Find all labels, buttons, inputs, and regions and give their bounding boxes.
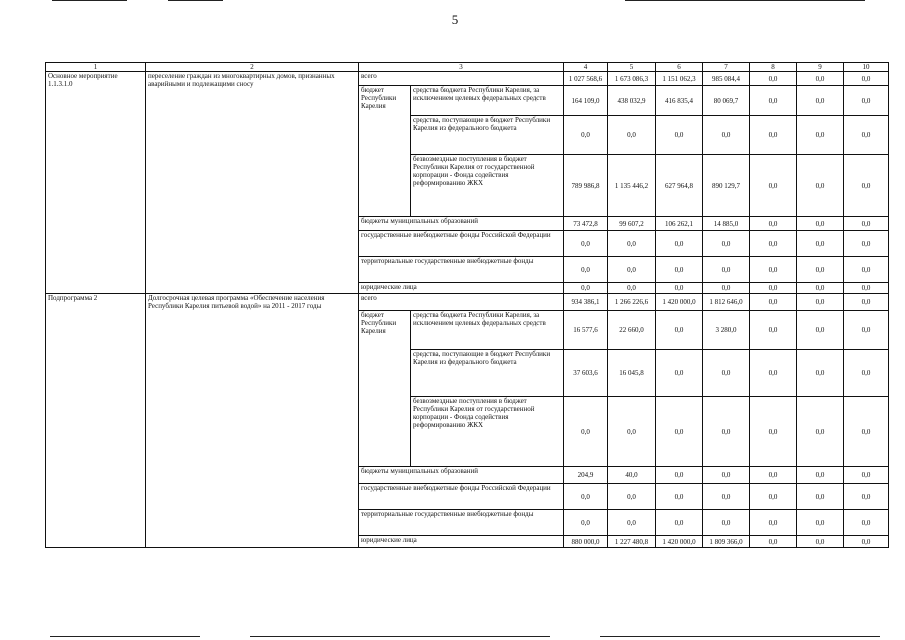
- value-cell: 73 472,8: [564, 217, 608, 231]
- value-cell: 0,0: [797, 350, 844, 397]
- value-cell: 0,0: [844, 484, 889, 510]
- value-cell: 14 885,0: [703, 217, 750, 231]
- header-cell: 5: [608, 63, 656, 72]
- value-cell: 0,0: [608, 510, 656, 536]
- value-cell: 37 603,6: [564, 350, 608, 397]
- page-number: 5: [451, 12, 459, 27]
- top-rule-mid: [168, 0, 223, 1]
- total-label: всего: [359, 72, 564, 86]
- value-cell: 0,0: [797, 155, 844, 217]
- value-cell: 0,0: [750, 155, 797, 217]
- value-cell: 3 280,0: [703, 311, 750, 350]
- value-cell: 0,0: [797, 72, 844, 86]
- value-cell: 1 673 086,3: [608, 72, 656, 86]
- value-cell: 416 835,4: [656, 86, 703, 116]
- value-cell: 0,0: [703, 397, 750, 467]
- header-cell: 1: [46, 63, 146, 72]
- value-cell: 0,0: [564, 257, 608, 283]
- source-label: бюджеты муниципальных образований: [359, 217, 564, 231]
- value-cell: 0,0: [703, 467, 750, 484]
- value-cell: 0,0: [750, 116, 797, 155]
- header-cell: 8: [750, 63, 797, 72]
- source-label: средства бюджета Республики Карелия, за исключением целевых федеральных средств: [411, 86, 564, 116]
- value-cell: 164 109,0: [564, 86, 608, 116]
- source-label: средства бюджета Республики Карелия, за исключением целевых федеральных средств: [411, 311, 564, 350]
- value-cell: 0,0: [564, 283, 608, 294]
- top-rule-right: [625, 0, 865, 1]
- source-label: средства, поступающие в бюджет Республики Карелия из федерального бюджета: [411, 350, 564, 397]
- value-cell: 934 386,1: [564, 294, 608, 311]
- section-title: Долгосрочная целевая программа «Обеспечение населения Республики Карелия питьевой водой» на 2011 - 2017 годы: [146, 294, 359, 548]
- header-cell: 6: [656, 63, 703, 72]
- value-cell: 0,0: [564, 510, 608, 536]
- value-cell: 0,0: [564, 116, 608, 155]
- value-cell: 40,0: [608, 467, 656, 484]
- value-cell: 0,0: [844, 86, 889, 116]
- value-cell: 0,0: [608, 397, 656, 467]
- value-cell: 16 045,8: [608, 350, 656, 397]
- value-cell: 0,0: [750, 484, 797, 510]
- value-cell: 0,0: [703, 116, 750, 155]
- value-cell: 1 135 446,2: [608, 155, 656, 217]
- value-cell: 0,0: [564, 484, 608, 510]
- value-cell: 0,0: [844, 397, 889, 467]
- value-cell: 0,0: [844, 283, 889, 294]
- value-cell: 1 266 226,6: [608, 294, 656, 311]
- source-label: средства, поступающие в бюджет Республики Карелия из федерального бюджета: [411, 116, 564, 155]
- value-cell: 0,0: [750, 294, 797, 311]
- section-code: Подпрограмма 2: [46, 294, 146, 548]
- total-label: всего: [359, 294, 564, 311]
- table-row: [46, 294, 889, 311]
- value-cell: 1 420 000,0: [656, 294, 703, 311]
- header-cell: 4: [564, 63, 608, 72]
- source-label: юридические лица: [359, 536, 564, 548]
- value-cell: 0,0: [656, 257, 703, 283]
- value-cell: 0,0: [703, 283, 750, 294]
- header-cell: 7: [703, 63, 750, 72]
- value-cell: 0,0: [750, 350, 797, 397]
- value-cell: 0,0: [750, 510, 797, 536]
- value-cell: 438 032,9: [608, 86, 656, 116]
- value-cell: 0,0: [656, 510, 703, 536]
- value-cell: 0,0: [797, 397, 844, 467]
- source-label: государственные внебюджетные фонды Российской Федерации: [359, 231, 564, 257]
- bottom-rule-right: [600, 636, 880, 637]
- source-label: территориальные государственные внебюджетные фонды: [359, 257, 564, 283]
- value-cell: 0,0: [797, 231, 844, 257]
- header-cell: 9: [797, 63, 844, 72]
- value-cell: 0,0: [750, 86, 797, 116]
- value-cell: 0,0: [750, 467, 797, 484]
- value-cell: 0,0: [844, 155, 889, 217]
- table-row: [46, 72, 889, 86]
- value-cell: 0,0: [844, 536, 889, 548]
- value-cell: 1 151 062,3: [656, 72, 703, 86]
- value-cell: 0,0: [564, 231, 608, 257]
- value-cell: 0,0: [797, 257, 844, 283]
- value-cell: 0,0: [656, 311, 703, 350]
- value-cell: 0,0: [656, 283, 703, 294]
- value-cell: 204,9: [564, 467, 608, 484]
- source-label: территориальные государственные внебюджетные фонды: [359, 510, 564, 536]
- header-cell: 10: [844, 63, 889, 72]
- value-cell: 0,0: [564, 397, 608, 467]
- value-cell: 880 000,0: [564, 536, 608, 548]
- section-code: Основное мероприятие 1.1.3.1.0: [46, 72, 146, 294]
- value-cell: 0,0: [844, 72, 889, 86]
- source-label: безвозмездные поступления в бюджет Республики Карелия от государственной корпорации - Фонда содействия реформированию ЖКХ: [411, 155, 564, 217]
- regional-budget-label: бюджет Республики Карелия: [359, 86, 411, 217]
- value-cell: 1 227 480,8: [608, 536, 656, 548]
- value-cell: 0,0: [797, 116, 844, 155]
- value-cell: 0,0: [608, 116, 656, 155]
- value-cell: 0,0: [608, 257, 656, 283]
- value-cell: 0,0: [844, 294, 889, 311]
- top-rule-left: [52, 0, 127, 1]
- value-cell: 0,0: [797, 283, 844, 294]
- value-cell: 0,0: [608, 231, 656, 257]
- value-cell: 0,0: [656, 484, 703, 510]
- value-cell: 0,0: [750, 217, 797, 231]
- value-cell: 0,0: [656, 397, 703, 467]
- value-cell: 1 420 000,0: [656, 536, 703, 548]
- value-cell: 0,0: [844, 311, 889, 350]
- value-cell: 0,0: [844, 231, 889, 257]
- value-cell: 22 660,0: [608, 311, 656, 350]
- value-cell: 0,0: [750, 283, 797, 294]
- value-cell: 1 812 646,0: [703, 294, 750, 311]
- header-row: [46, 63, 889, 72]
- value-cell: 1 027 568,6: [564, 72, 608, 86]
- value-cell: 0,0: [844, 350, 889, 397]
- value-cell: 0,0: [656, 116, 703, 155]
- bottom-rule-left: [50, 636, 200, 637]
- bottom-rule-mid: [250, 636, 550, 637]
- source-label: безвозмездные поступления в бюджет Республики Карелия от государственной корпорации - Фонда содействия реформированию ЖКХ: [411, 397, 564, 467]
- value-cell: 0,0: [797, 311, 844, 350]
- value-cell: 789 986,8: [564, 155, 608, 217]
- value-cell: 0,0: [797, 217, 844, 231]
- value-cell: 0,0: [797, 484, 844, 510]
- value-cell: 0,0: [797, 86, 844, 116]
- value-cell: 80 069,7: [703, 86, 750, 116]
- value-cell: 0,0: [844, 257, 889, 283]
- value-cell: 0,0: [797, 510, 844, 536]
- value-cell: 0,0: [656, 467, 703, 484]
- header-cell: 2: [146, 63, 359, 72]
- value-cell: 890 129,7: [703, 155, 750, 217]
- value-cell: 985 084,4: [703, 72, 750, 86]
- budget-table: [45, 62, 889, 548]
- section-title: переселение граждан из многоквартирных домов, признанных аварийными и подлежащими сносу: [146, 72, 359, 294]
- value-cell: 0,0: [750, 536, 797, 548]
- value-cell: 0,0: [608, 484, 656, 510]
- value-cell: 0,0: [844, 116, 889, 155]
- value-cell: 0,0: [656, 231, 703, 257]
- value-cell: 99 607,2: [608, 217, 656, 231]
- source-label: юридические лица: [359, 283, 564, 294]
- value-cell: 0,0: [797, 294, 844, 311]
- value-cell: 1 809 366,0: [703, 536, 750, 548]
- value-cell: 0,0: [750, 397, 797, 467]
- value-cell: 0,0: [750, 311, 797, 350]
- source-label: государственные внебюджетные фонды Российской Федерации: [359, 484, 564, 510]
- value-cell: 0,0: [844, 217, 889, 231]
- value-cell: 0,0: [703, 350, 750, 397]
- value-cell: 0,0: [703, 510, 750, 536]
- source-label: бюджеты муниципальных образований: [359, 467, 564, 484]
- value-cell: 0,0: [750, 231, 797, 257]
- value-cell: 0,0: [797, 536, 844, 548]
- value-cell: 0,0: [703, 257, 750, 283]
- value-cell: 0,0: [703, 484, 750, 510]
- header-cell: 3: [359, 63, 564, 72]
- regional-budget-label: бюджет Республики Карелия: [359, 311, 411, 467]
- value-cell: 16 577,6: [564, 311, 608, 350]
- value-cell: 0,0: [656, 350, 703, 397]
- value-cell: 627 964,8: [656, 155, 703, 217]
- value-cell: 0,0: [750, 72, 797, 86]
- value-cell: 0,0: [797, 467, 844, 484]
- value-cell: 0,0: [844, 510, 889, 536]
- value-cell: 0,0: [844, 467, 889, 484]
- value-cell: 0,0: [750, 257, 797, 283]
- value-cell: 106 262,1: [656, 217, 703, 231]
- value-cell: 0,0: [703, 231, 750, 257]
- value-cell: 0,0: [608, 283, 656, 294]
